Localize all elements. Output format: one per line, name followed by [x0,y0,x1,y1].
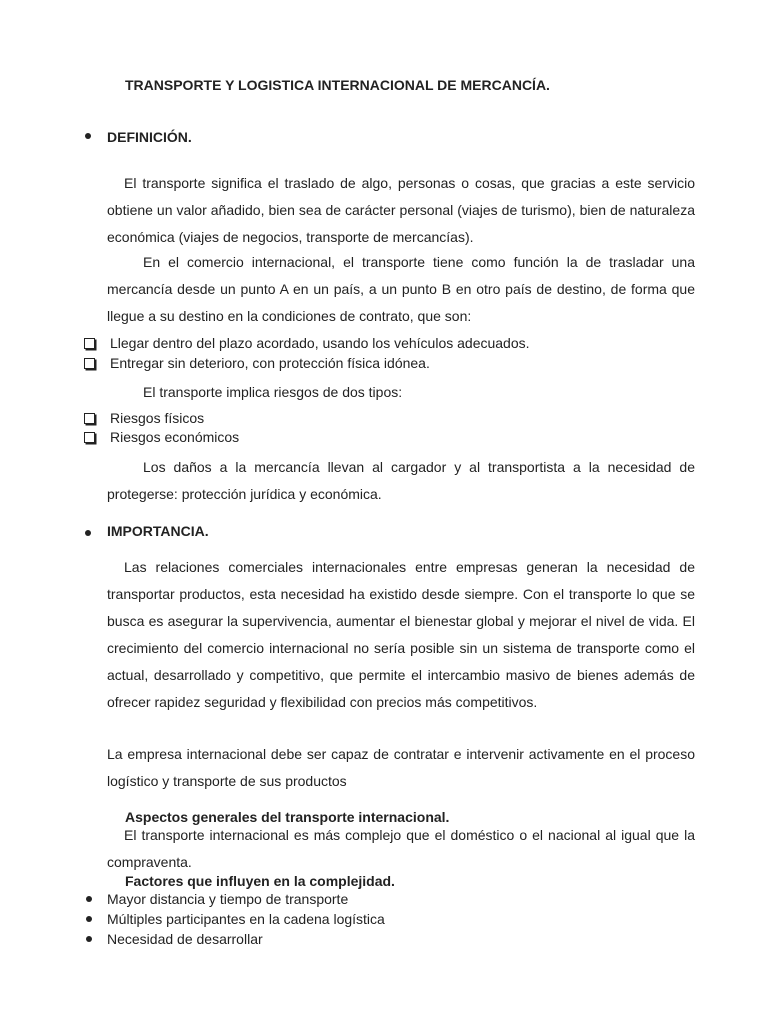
checkbox-icon [84,358,95,369]
factor-item-3: Necesidad de desarrollar [107,931,263,947]
heading-importancia: IMPORTANCIA. [107,523,209,539]
risk-item-2: Riesgos económicos [110,429,240,445]
risk-item-1: Riesgos físicos [110,410,205,426]
checkbox-icon [84,338,95,349]
definicion-paragraph-4: Los daños a la mercancía llevan al cargador y al transportista a la necesidad de protegerse: protección jurídica y económica. [107,459,695,502]
definicion-paragraph-2: En el comercio internacional, el transporte tiene como función la de trasladar una mercancía desde un punto A en un país, a un punto B en otro país de destino, de forma que llegue a su destino en la condiciones de contrato, que son: [107,254,695,324]
importancia-paragraph-2: La empresa internacional debe ser capaz de contratar e intervenir activamente en el proceso logístico y transporte de sus productos [107,746,695,789]
checkbox-icon [84,413,95,424]
bullet-icon [86,936,92,942]
heading-definicion: DEFINICIÓN. [107,129,192,145]
bullet-icon [85,133,91,139]
condition-item-2: Entregar sin deterioro, con protección física idónea. [110,355,430,371]
document-title: TRANSPORTE Y LOGISTICA INTERNACIONAL DE MERCANCÍA. [125,77,550,93]
heading-aspectos: Aspectos generales del transporte internacional. [125,809,450,825]
heading-factores: Factores que influyen en la complejidad. [125,873,395,889]
aspectos-paragraph-1: El transporte internacional es más complejo que el doméstico o el nacional al igual que la compraventa. [107,827,695,870]
bullet-icon [85,530,91,536]
definicion-paragraph-3: El transporte implica riesgos de dos tipos: [143,384,403,400]
bullet-icon [86,916,92,922]
definicion-paragraph-1: El transporte significa el traslado de algo, personas o cosas, que gracias a este servicio obtiene un valor añadido, bien sea de carácter personal (viajes de turismo), bien de naturaleza económica (viajes de negocios, transporte de mercancías). [107,175,695,245]
factor-item-1: Mayor distancia y tiempo de transporte [107,891,349,907]
checkbox-icon [84,432,95,443]
condition-item-1: Llegar dentro del plazo acordado, usando los vehículos adecuados. [110,335,530,351]
factor-item-2: Múltiples participantes en la cadena logística [107,911,385,927]
bullet-icon [86,896,92,902]
importancia-paragraph-1: Las relaciones comerciales internacionales entre empresas generan la necesidad de transportar productos, esta necesidad ha existido desde siempre. Con el transporte lo que se busca es asegurar la supervivencia, aumentar el bienestar global y mejorar el nivel de vida. El crecimiento del comercio internacional no sería posible sin un sistema de transporte como el actual, desarrollado y competitivo, que permite el intercambio masivo de bienes además de ofrecer rapidez seguridad y flexibilidad con precios más competitivos. [107,559,695,710]
